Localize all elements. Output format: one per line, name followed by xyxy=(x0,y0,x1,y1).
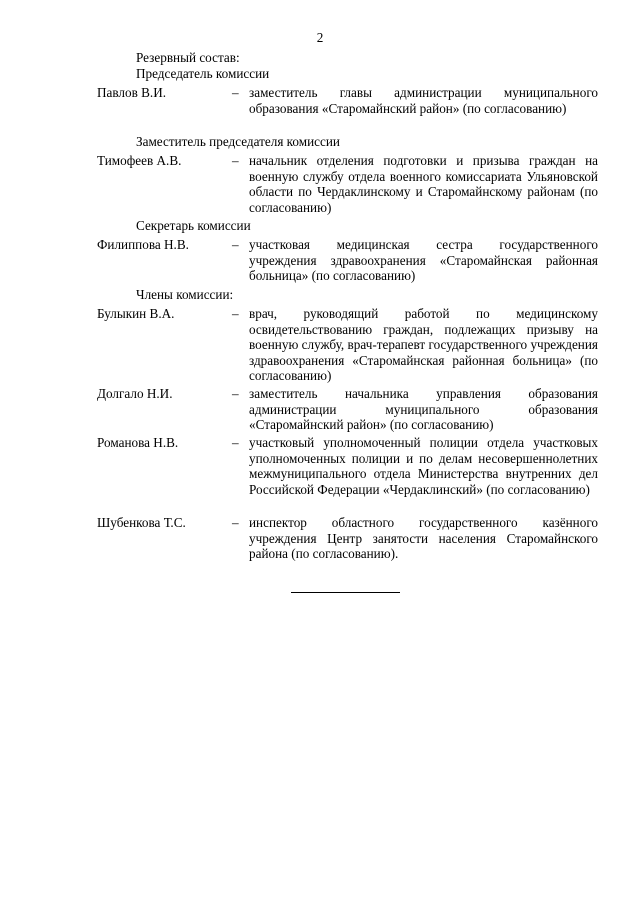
member-description: врач, руководящий работой по медицинскому освидетельствованию граждан, подлежащих призыву на военную службу, врач-терапевт государственного учреждения здравоохранения «Старомайнская районная больница» (по согласованию) xyxy=(249,306,598,384)
dash-separator: – xyxy=(232,85,239,100)
dash-separator: – xyxy=(232,515,239,530)
dash-separator: – xyxy=(232,153,239,168)
member-description: заместитель начальника управления образования администрации муниципального образования «Старомайнский район» (по согласованию) xyxy=(249,386,598,433)
section-heading-chairman: Председатель комиссии xyxy=(136,66,270,81)
member-name: Романова Н.В. xyxy=(97,435,179,450)
section-heading-vice-chairman: Заместитель председателя комиссии xyxy=(136,134,340,149)
member-name: Шубенкова Т.С. xyxy=(97,515,186,530)
member-description: заместитель главы администрации муниципального образования «Старомайнский район» (по согласованию) xyxy=(249,85,598,116)
member-name: Филиппова Н.В. xyxy=(97,237,189,252)
member-name: Тимофеев А.В. xyxy=(97,153,182,168)
member-name: Долгало Н.И. xyxy=(97,386,173,401)
reserve-heading: Резервный состав: xyxy=(136,50,240,65)
member-name: Павлов В.И. xyxy=(97,85,167,100)
page-number: 2 xyxy=(316,30,324,45)
section-heading-secretary: Секретарь комиссии xyxy=(136,218,251,233)
dash-separator: – xyxy=(232,435,239,450)
closing-rule xyxy=(291,592,400,593)
member-description: участковая медицинская сестра государственного учреждения здравоохранения «Старомайнская районная больница» (по согласованию) xyxy=(249,237,598,284)
member-description: инспектор областного государственного казённого учреждения Центр занятости населения Старомайнского района (по согласованию). xyxy=(249,515,598,562)
dash-separator: – xyxy=(232,237,239,252)
dash-separator: – xyxy=(232,386,239,401)
section-heading-members: Члены комиссии: xyxy=(136,287,234,302)
member-description: начальник отделения подготовки и призыва граждан на военную службу отдела военного комиссариата Ульяновской области по Чердаклинскому и Старомайнскому районам (по согласованию) xyxy=(249,153,598,215)
member-name: Булыкин В.А. xyxy=(97,306,175,321)
dash-separator: – xyxy=(232,306,239,321)
member-description: участковый уполномоченный полиции отдела участковых уполномоченных полиции и по делам несовершеннолетних межмуниципального отдела Министерства внутренних дел Российской Федерации «Чердаклинский» (по согласованию) xyxy=(249,435,598,497)
